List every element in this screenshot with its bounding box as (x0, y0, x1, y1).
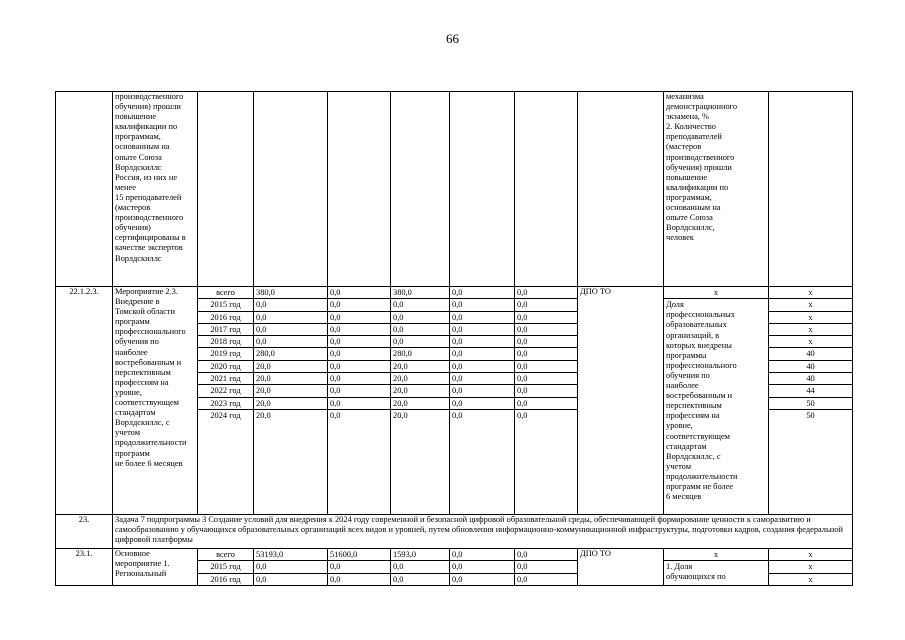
indicator-text: Доля профессиональных образовательных организаций, в которых внедрены программы профессионального обучения по наиболее востребованным и перспективным профессиям на уровне, соответствующем стандартам Ворлдскиллс, с учетом продолжительности программ не более 6 месяцев (666, 300, 738, 502)
federal-values (328, 287, 390, 421)
sub-cell: 0,0 (328, 311, 390, 323)
program-table (55, 91, 853, 586)
sub-cell: 380,0 (391, 287, 449, 299)
sub-cell: 0,0 (391, 299, 449, 311)
executor-cell: ДПО ТО (578, 549, 664, 586)
sub-cell: 40 (769, 373, 852, 385)
sub-cell: 0,0 (450, 397, 514, 409)
value-list (769, 287, 852, 421)
extra-values (515, 287, 577, 421)
sub-cell: 20,0 (391, 397, 449, 409)
sub-cell: 0,0 (450, 373, 514, 385)
sub-cell: 0,0 (391, 311, 449, 323)
sub-cell: 2022 год (198, 385, 253, 397)
measure-name-cell: производственного обучения) прошли повышение квалификации по программам, основанным на опыте Союза Ворлдскиллс Россия, из них не менее 15 преподавателей (мастеров производственного обучения) сертифицированы в качестве экспертов Ворлдскиллс (113, 92, 198, 287)
sub-cell: x (769, 561, 852, 573)
sub-cell: всего (198, 287, 253, 299)
sub-cell: 0,0 (450, 299, 514, 311)
sub-cell: 50 (806, 410, 815, 420)
sub-cell: 20,0 (254, 360, 327, 372)
sub-cell: 0,0 (515, 348, 577, 360)
sub-cell: 0,0 (328, 299, 390, 311)
sub-cell: x (769, 323, 852, 335)
sub-cell: 0,0 (328, 373, 390, 385)
sub-cell: 2016 год (198, 311, 253, 323)
sub-cell: 0,0 (515, 397, 577, 409)
sub-cell: x (808, 574, 813, 584)
sub-cell: 40 (769, 360, 852, 372)
sub-cell: x (769, 336, 852, 348)
sub-cell: 0,0 (515, 385, 577, 397)
measure-name-cell: Мероприятие 2.3. Внедрение в Томской области программ профессионального обучения по наиболее востребованным и перспективным профессиям на уровне, соответствующем стандартам Ворлдскиллс, с учетом продолжительности программ не более 6 месяцев (113, 287, 198, 515)
sub-cell: 0,0 (450, 385, 514, 397)
table-row-22123 (56, 287, 853, 515)
sub-cell: 0,0 (328, 561, 390, 573)
federal-values (328, 549, 390, 585)
sub-cell: 2016 год (210, 574, 241, 584)
sub-cell: 20,0 (256, 410, 271, 420)
sub-cell: 0,0 (328, 360, 390, 372)
sub-cell: 0,0 (450, 311, 514, 323)
sub-cell: 0,0 (515, 549, 577, 561)
sub-cell: 20,0 (391, 385, 449, 397)
sub-cell: 2020 год (198, 360, 253, 372)
sub-cell: 0,0 (515, 299, 577, 311)
indicator-table (664, 287, 768, 502)
row-number: 22.1.2.3. (56, 287, 113, 515)
sub-cell: 0,0 (452, 410, 463, 420)
sub-cell: 0,0 (450, 360, 514, 372)
sub-cell: 20,0 (254, 385, 327, 397)
sub-cell: 20,0 (391, 360, 449, 372)
sub-cell: 2017 год (198, 323, 253, 335)
sub-cell: 0,0 (328, 287, 390, 299)
page-number: 66 (446, 31, 459, 46)
sub-cell: 2023 год (198, 397, 253, 409)
table-row-continuation (56, 92, 853, 287)
year-list (198, 549, 253, 585)
sub-cell: 0,0 (254, 336, 327, 348)
sub-cell: 2024 год (210, 410, 241, 420)
sub-cell: 0,0 (452, 574, 463, 584)
table-row-23 (56, 515, 853, 549)
sub-cell: 0,0 (393, 574, 404, 584)
sub-cell: 50 (769, 397, 852, 409)
sub-cell: 0,0 (450, 561, 514, 573)
sub-cell: 0,0 (515, 360, 577, 372)
sub-cell: 0,0 (517, 410, 528, 420)
regional-values (391, 287, 449, 421)
sub-cell: 0,0 (391, 323, 449, 335)
sub-cell: 380,0 (254, 287, 327, 299)
indicator-first-value: x (664, 287, 768, 299)
sub-cell: 2021 год (198, 373, 253, 385)
row-number: 23.1. (56, 549, 113, 586)
table-row-231 (56, 549, 853, 586)
sub-cell: 0,0 (515, 287, 577, 299)
sub-cell: x (769, 311, 852, 323)
sub-cell: 0,0 (515, 323, 577, 335)
row-number: 23. (56, 515, 113, 549)
sub-cell: 44 (769, 385, 852, 397)
sub-cell: 0,0 (328, 385, 390, 397)
sub-cell: x (769, 299, 852, 311)
sub-cell: 0,0 (450, 348, 514, 360)
indicator-first-value: x (664, 549, 768, 561)
indicator-text: 1. Доля обучающихся по (666, 562, 726, 582)
indicator-cell: механизма демонстрационного экзамена, % 2. Количество преподавателей (мастеров производственного обучения) прошли повышение квалификации по программам, основанным на опыте Союза Ворлдскиллс, человек (664, 92, 769, 287)
sub-cell: 0,0 (515, 336, 577, 348)
extra-values (515, 549, 577, 585)
sub-cell: 51600,0 (328, 549, 390, 561)
sub-cell: 0,0 (254, 299, 327, 311)
sub-cell: 0,0 (517, 574, 528, 584)
sub-cell: 40 (769, 348, 852, 360)
sub-cell: 0,0 (450, 323, 514, 335)
sub-cell: 0,0 (254, 311, 327, 323)
sub-cell: 20,0 (254, 373, 327, 385)
sub-cell: всего (198, 549, 253, 561)
sub-cell: 0,0 (330, 410, 341, 420)
measure-name-cell: Основное мероприятие 1. Региональный (113, 549, 198, 586)
task-text-cell: Задача 7 подпрограммы 3 Создание условий для внедрения к 2024 году современной и безопасной цифровой образовательной среды, обеспечивающей формирование ценности к саморазвитию и самообразованию у обучающихся образовательных организаций всех видов и уровней, путем обновления информационно-коммуникационной инфраструктуры, подготовки кадров, создания федеральной цифровой платформы (113, 515, 853, 549)
sub-cell: 0,0 (254, 323, 327, 335)
local-values (450, 549, 514, 585)
executor-cell: ДПО ТО (578, 287, 664, 515)
sub-cell: 0,0 (450, 549, 514, 561)
sub-cell: 20,0 (391, 373, 449, 385)
sub-cell: 0,0 (450, 336, 514, 348)
sub-cell: 0,0 (328, 397, 390, 409)
sub-cell: 0,0 (515, 311, 577, 323)
sub-cell: 2015 год (198, 299, 253, 311)
sub-cell: 53193,0 (254, 549, 327, 561)
sub-cell: 0,0 (328, 348, 390, 360)
value-list (769, 549, 852, 585)
indicator-table (664, 549, 768, 582)
total-values (254, 287, 327, 421)
sub-cell: 0,0 (515, 561, 577, 573)
sub-cell: 0,0 (515, 373, 577, 385)
sub-cell: 2018 год (198, 336, 253, 348)
sub-cell: 0,0 (330, 574, 341, 584)
sub-cell: 0,0 (391, 561, 449, 573)
year-list (198, 287, 253, 421)
total-values (254, 549, 327, 585)
sub-cell: 0,0 (254, 561, 327, 573)
local-values (450, 287, 514, 421)
sub-cell: 0,0 (450, 287, 514, 299)
sub-cell: 0,0 (328, 336, 390, 348)
sub-cell: 0,0 (256, 574, 267, 584)
sub-cell: 2015 год (198, 561, 253, 573)
sub-cell: 0,0 (328, 323, 390, 335)
regional-values (391, 549, 449, 585)
sub-cell: 280,0 (391, 348, 449, 360)
sub-cell: 1593,0 (391, 549, 449, 561)
sub-cell: 20,0 (254, 397, 327, 409)
sub-cell: 20,0 (393, 410, 408, 420)
sub-cell: x (769, 287, 852, 299)
sub-cell: 2019 год (198, 348, 253, 360)
sub-cell: x (769, 549, 852, 561)
sub-cell: 0,0 (391, 336, 449, 348)
sub-cell: 280,0 (254, 348, 327, 360)
